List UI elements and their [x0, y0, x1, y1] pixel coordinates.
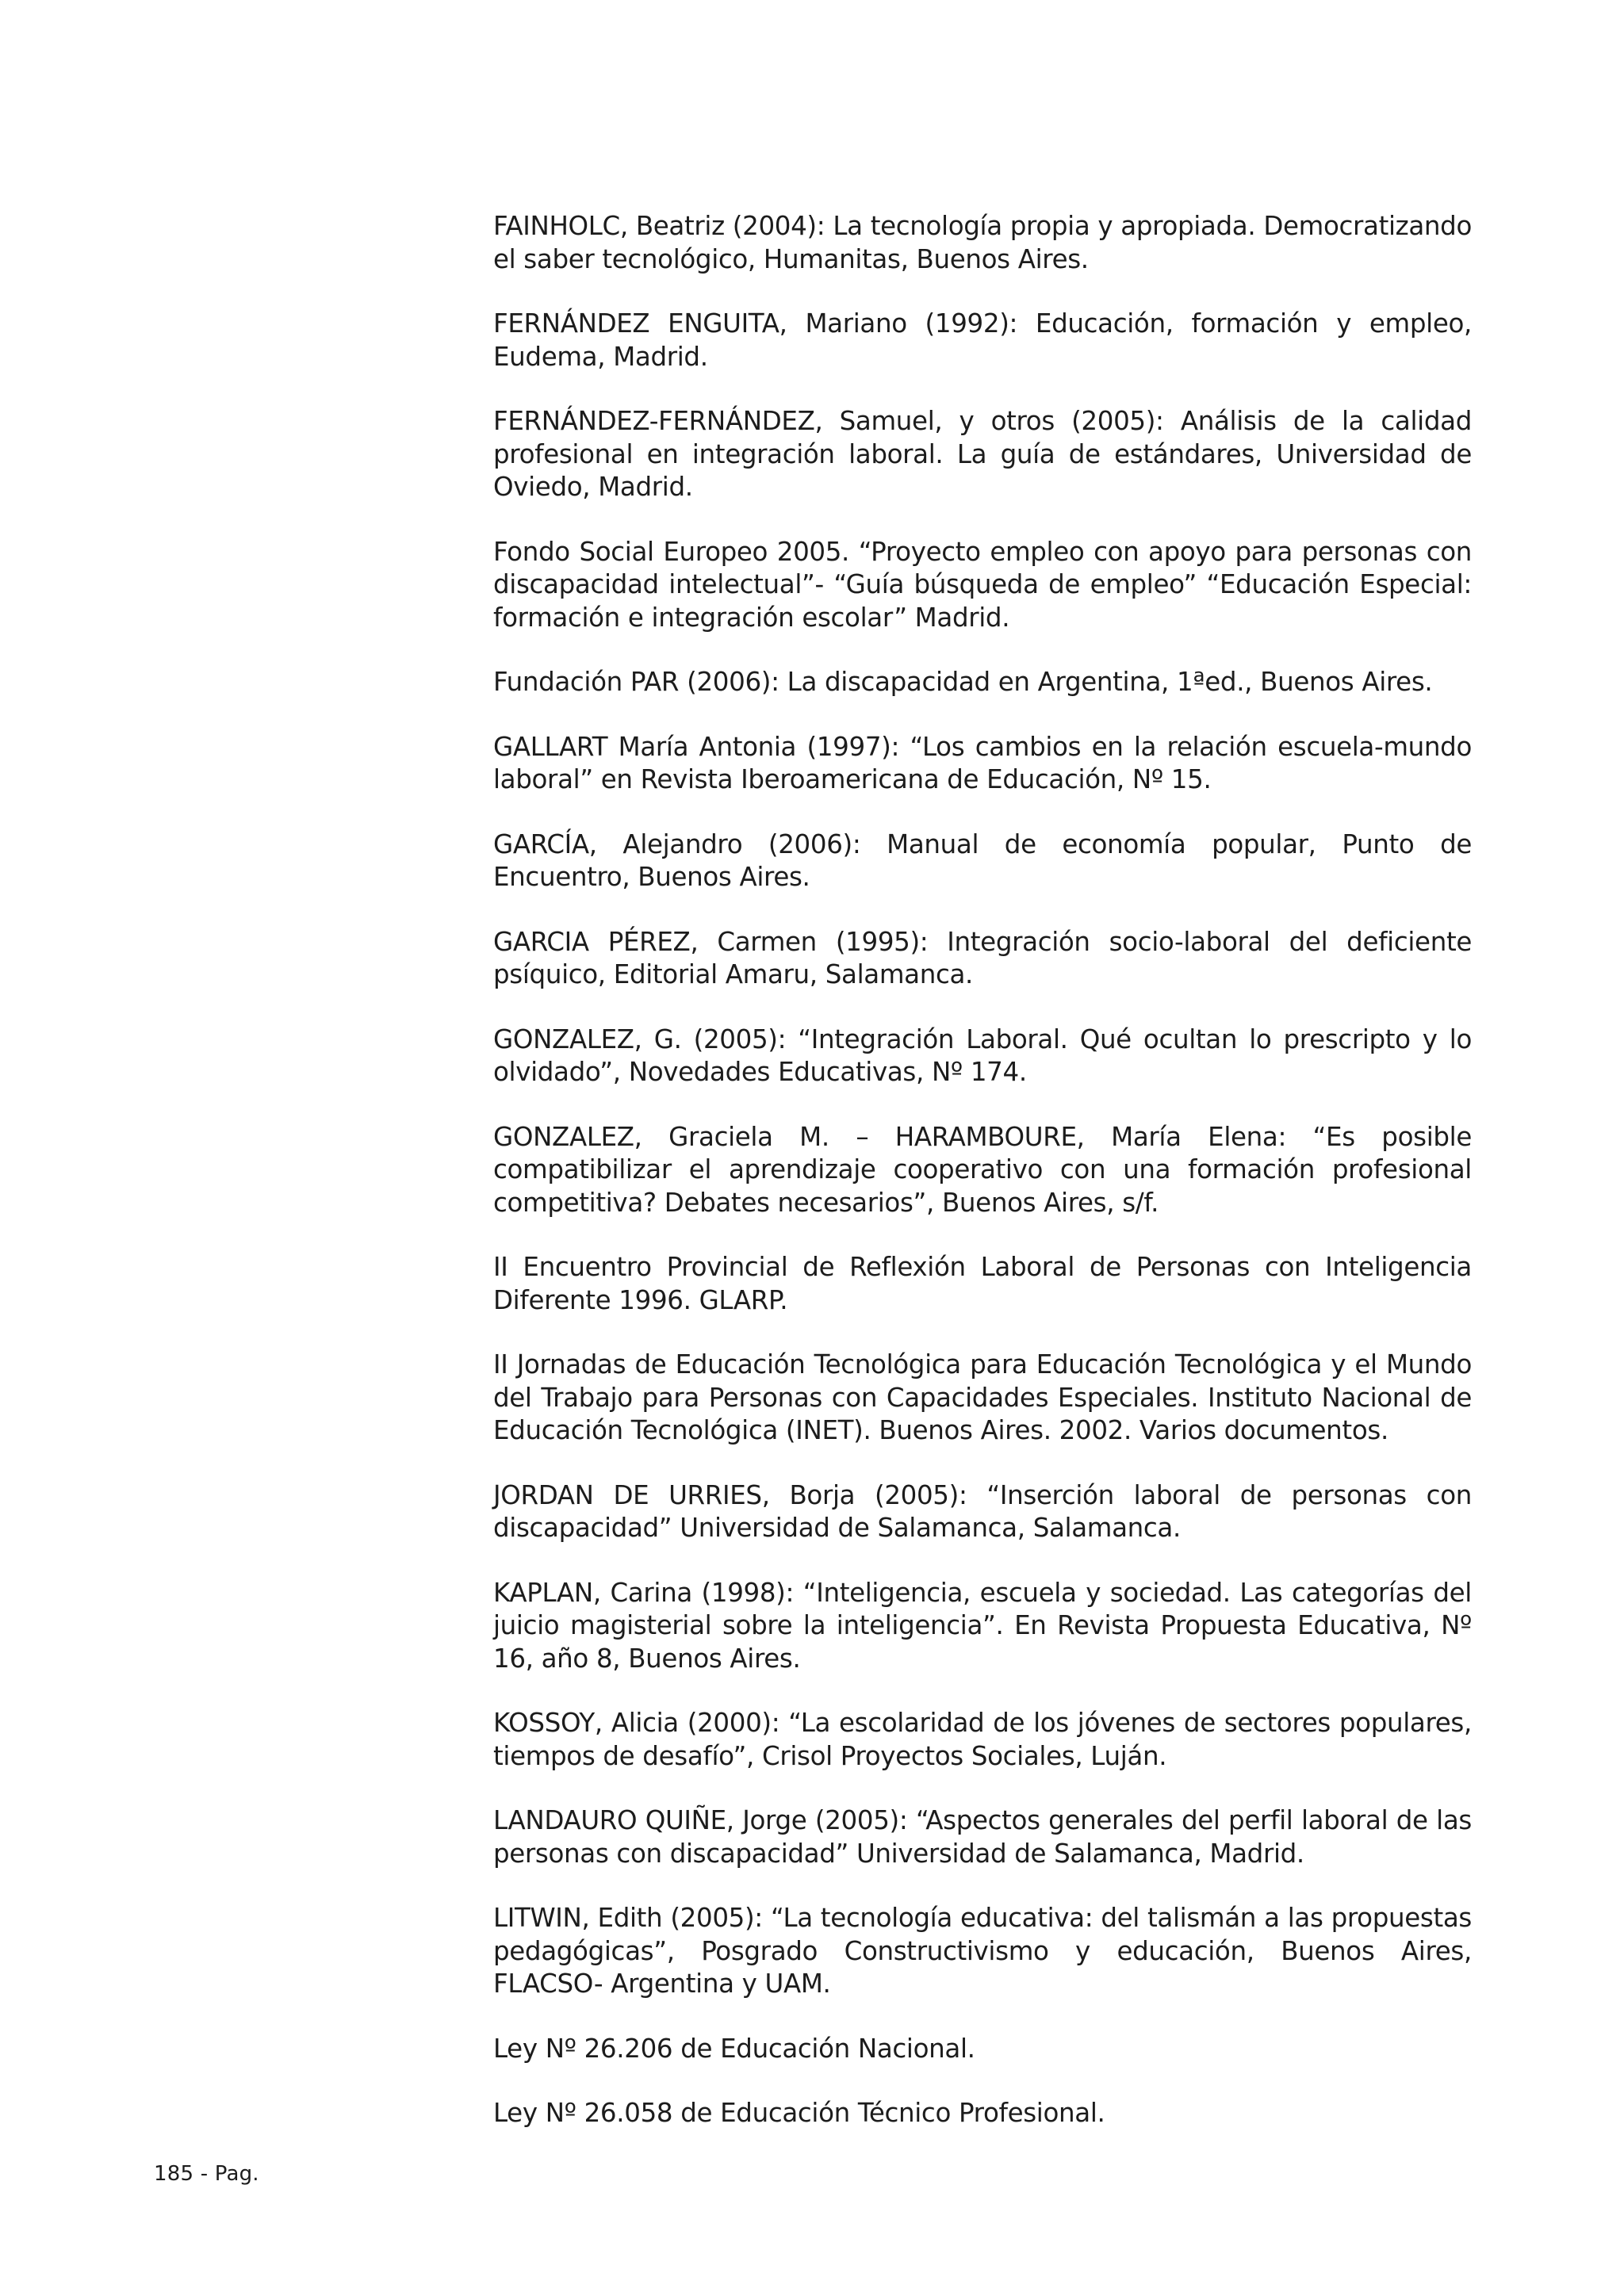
- reference-entry: LITWIN, Edith (2005): “La tecnología educativa: del talismán a las propuestas pedagógicas”, Posgrado Constructivismo y educación, Buenos Aires, FLACSO- Argentina y UAM.: [493, 1903, 1472, 1999]
- reference-entry: FERNÁNDEZ ENGUITA, Mariano (1992): Educación, formación y empleo, Eudema, Madrid.: [493, 308, 1472, 372]
- reference-entry: GONZALEZ, G. (2005): “Integración Laboral. Qué ocultan lo prescripto y lo olvidado”, Novedades Educativas, Nº 174.: [493, 1024, 1472, 1087]
- reference-entry: Ley Nº 26.058 de Educación Técnico Profesional.: [493, 2098, 1105, 2128]
- reference-entry: Fundación PAR (2006): La discapacidad en Argentina, 1ªed., Buenos Aires.: [493, 667, 1433, 697]
- reference-list: [493, 210, 1472, 2162]
- reference-entry: Ley Nº 26.206 de Educación Nacional.: [493, 2033, 975, 2064]
- reference-entry: JORDAN DE URRIES, Borja (2005): “Inserción laboral de personas con discapacidad” Universidad de Salamanca, Salamanca.: [493, 1479, 1472, 1543]
- reference-entry: FAINHOLC, Beatriz (2004): La tecnología propia y apropiada. Democratizando el saber tecnológico, Humanitas, Buenos Aires.: [493, 211, 1472, 274]
- reference-entry: II Jornadas de Educación Tecnológica para Educación Tecnológica y el Mundo del Trabajo para Personas con Capacidades Especiales. Instituto Nacional de Educación Tecnológica (INET). Buenos Aires. 2002. Varios documentos.: [493, 1349, 1472, 1445]
- reference-entry: LANDAURO QUIÑE, Jorge (2005): “Aspectos generales del perfil laboral de las personas con discapacidad” Universidad de Salamanca, Madrid.: [493, 1805, 1472, 1869]
- reference-entry: Fondo Social Europeo 2005. “Proyecto empleo con apoyo para personas con discapacidad intelectual”- “Guía búsqueda de empleo” “Educación Especial: formación e integración escolar” Madrid.: [493, 536, 1472, 633]
- reference-entry: II Encuentro Provincial de Reflexión Laboral de Personas con Inteligencia Diferente 1996. GLARP.: [493, 1252, 1472, 1315]
- reference-entry: FERNÁNDEZ-FERNÁNDEZ, Samuel, y otros (2005): Análisis de la calidad profesional en integración laboral. La guía de estándares, Universidad de Oviedo, Madrid.: [493, 406, 1472, 502]
- reference-entry: GARCIA PÉREZ, Carmen (1995): Integración socio-laboral del deficiente psíquico, Editorial Amaru, Salamanca.: [493, 926, 1472, 989]
- reference-entry: GARCÍA, Alejandro (2006): Manual de economía popular, Punto de Encuentro, Buenos Aires.: [493, 828, 1472, 892]
- reference-entry: GONZALEZ, Graciela M. – HARAMBOURE, María Elena: “Es posible compatibilizar el aprendizaje cooperativo con una formación profesional competitiva? Debates necesarios”, Buenos Aires, s/f.: [493, 1121, 1472, 1218]
- reference-entry: KOSSOY, Alicia (2000): “La escolaridad de los jóvenes de sectores populares, tiempos de desafío”, Crisol Proyectos Sociales, Luján.: [493, 1708, 1472, 1771]
- page-number: 185 - Pag.: [154, 2162, 259, 2186]
- reference-entry: KAPLAN, Carina (1998): “Inteligencia, escuela y sociedad. Las categorías del juicio magisterial sobre la inteligencia”. En Revista Propuesta Educativa, Nº 16, año 8, Buenos Aires.: [493, 1577, 1472, 1674]
- reference-entry: GALLART María Antonia (1997): “Los cambios en la relación escuela-mundo laboral” en Revista Iberoamericana de Educación, Nº 15.: [493, 731, 1472, 794]
